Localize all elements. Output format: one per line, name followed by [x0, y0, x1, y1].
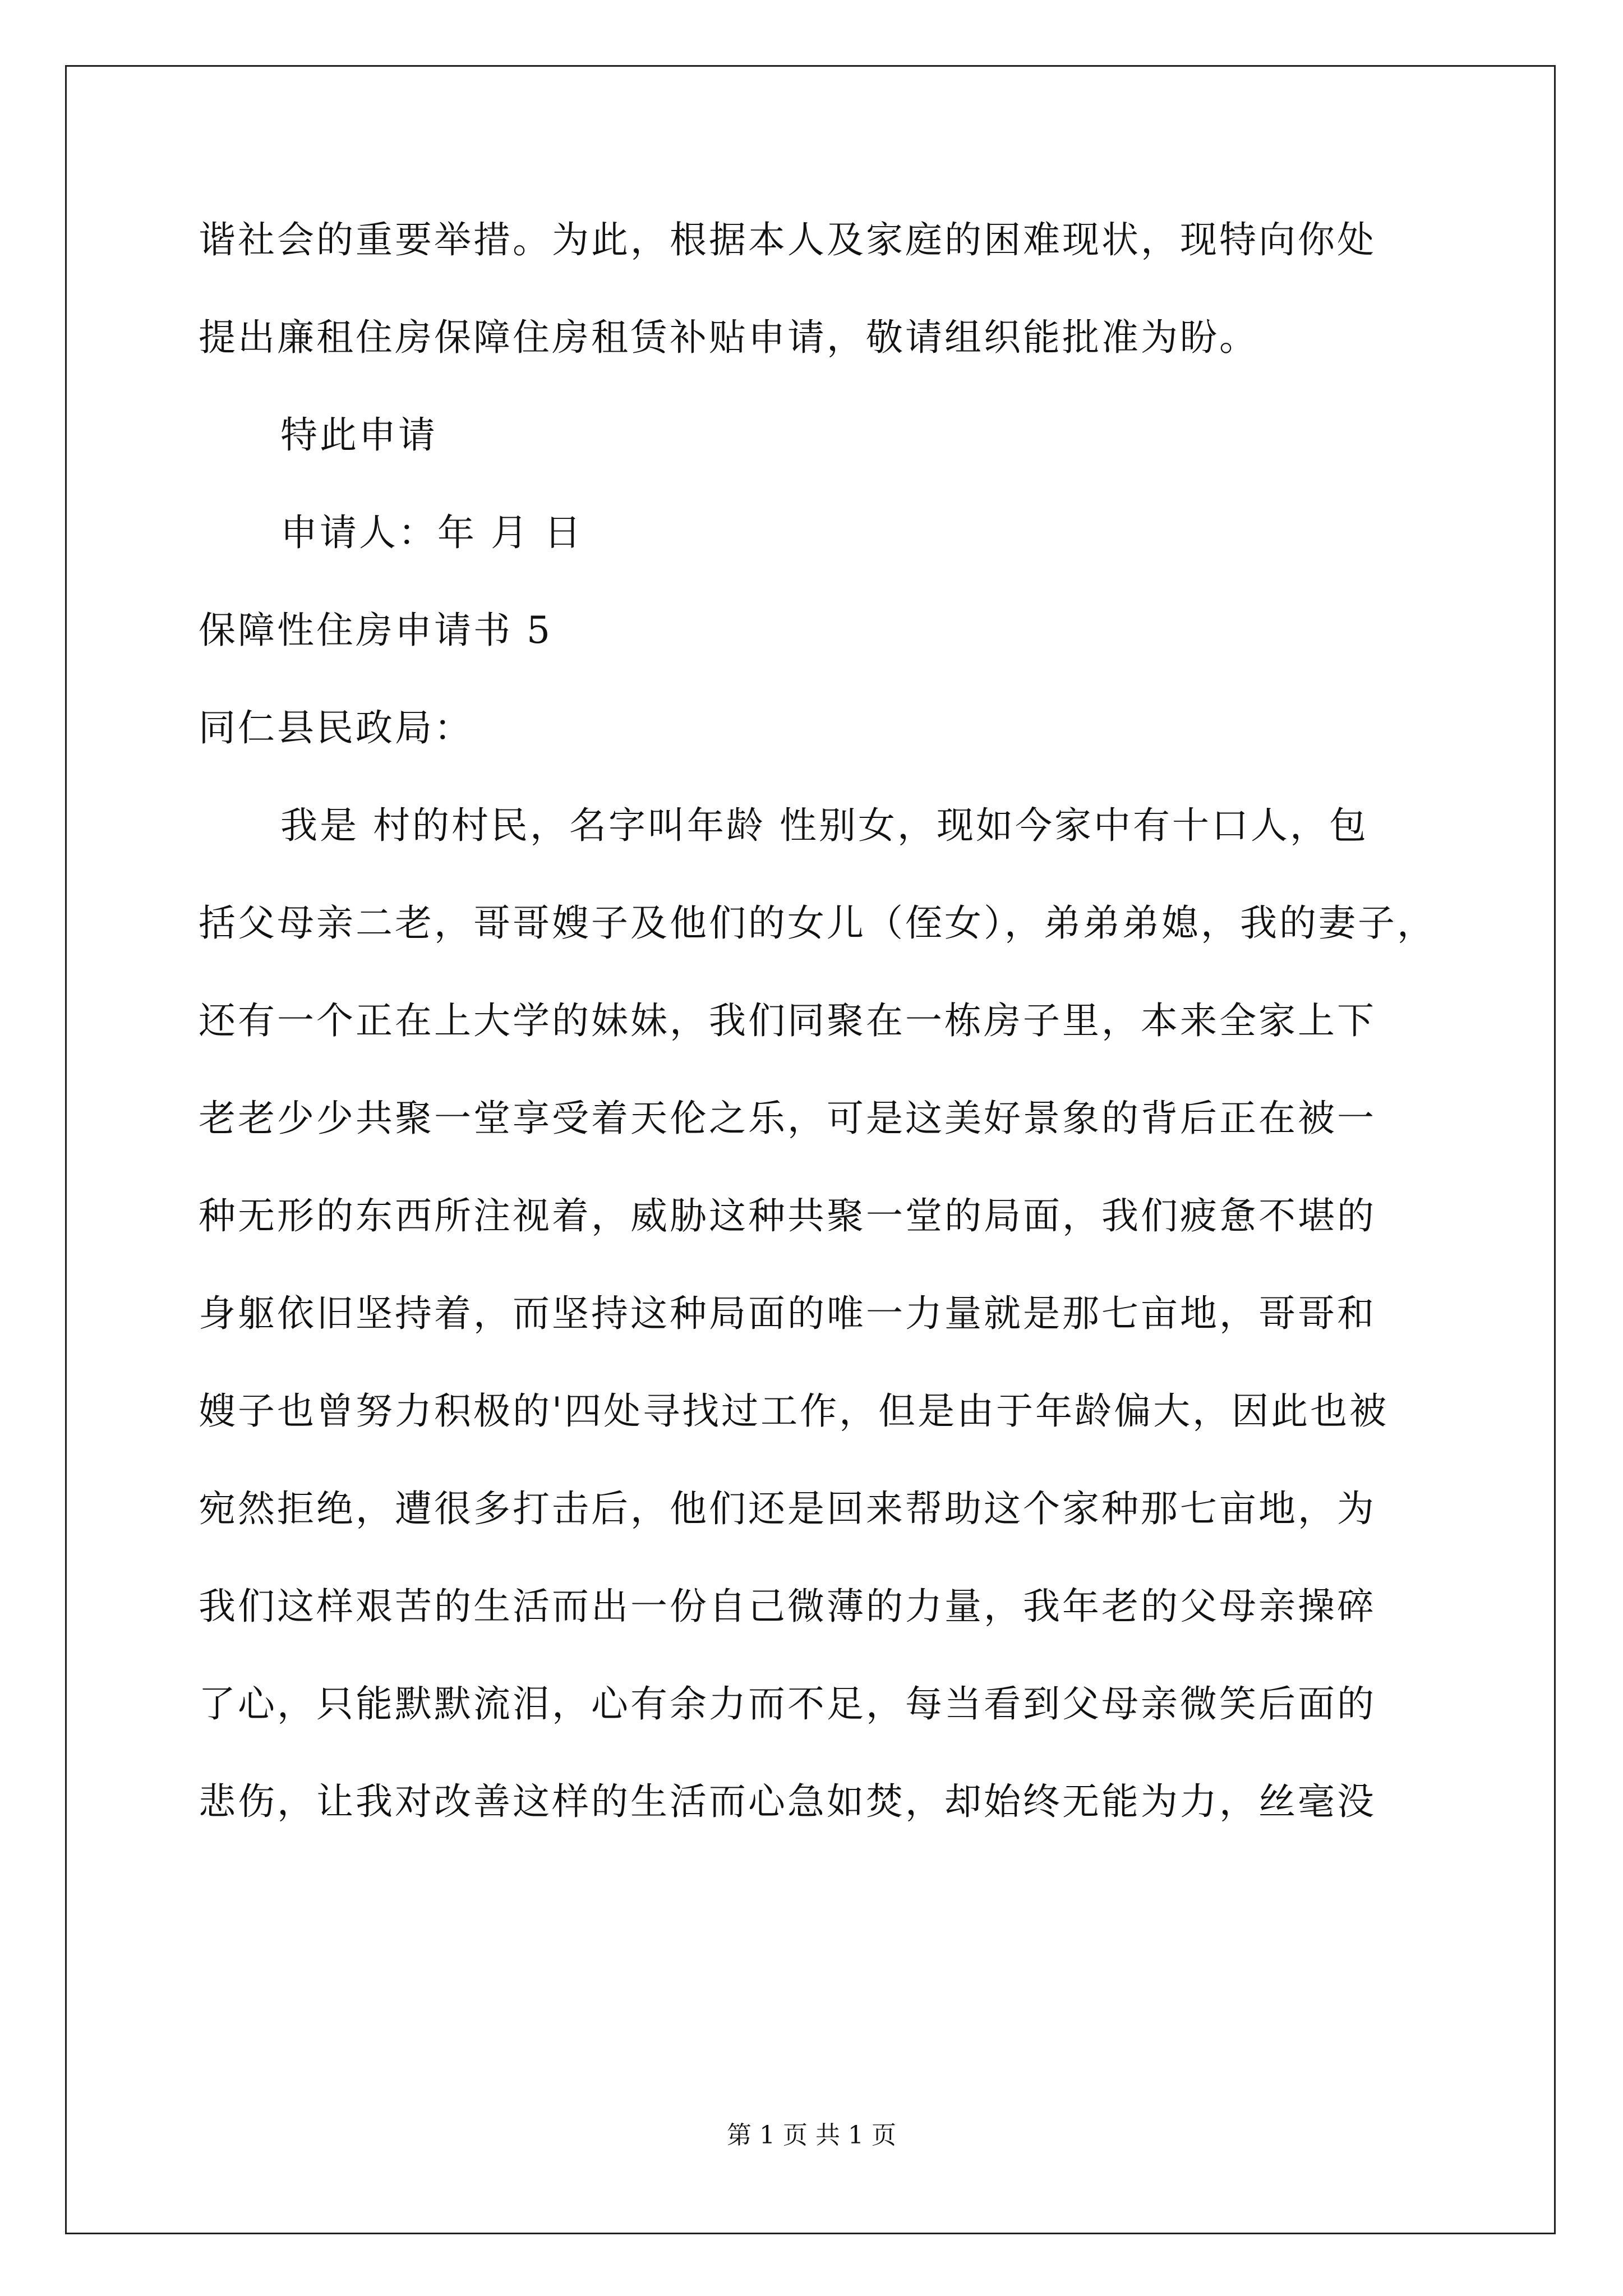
- body-line-11: 种无形的东西所注视着，威胁这种共聚一堂的局面，我们疲惫不堪的: [199, 1194, 1376, 1237]
- closing-phrase: 特此申请: [280, 413, 437, 457]
- body-line-10: 老老少少共聚一堂享受着天伦之乐，可是这美好景象的背后正在被一: [199, 1097, 1376, 1140]
- body-line-12: 身躯依旧坚持着，而坚持这种局面的唯一力量就是那七亩地，哥哥和: [199, 1292, 1376, 1335]
- body-line-14: 宛然拒绝，遭很多打击后，他们还是回来帮助这个家种那七亩地，为: [199, 1487, 1376, 1530]
- document-body: [199, 218, 1436, 1880]
- signature-date-line: 申请人：年 月 日: [280, 511, 583, 554]
- body-line-15: 我们这样艰苦的生活而出一份自己微薄的力量，我年老的父母亲操碎: [199, 1585, 1376, 1628]
- body-line-7: 我是 村的村民，名字叫年龄 性别女，现如今家中有十口人，包: [280, 804, 1368, 847]
- body-line-16: 了心，只能默默流泪，心有余力而不足，每当看到父母亲微笑后面的: [199, 1682, 1376, 1726]
- page-number-footer: 第 1 页 共 1 页: [727, 2121, 896, 2150]
- body-line-17: 悲伤，让我对改善这样的生活而心急如焚，却始终无能为力，丝毫没: [199, 1780, 1376, 1823]
- body-line-1: 谐社会的重要举措。为此，根据本人及家庭的困难现状，现特向你处: [199, 218, 1376, 261]
- body-line-8: 括父母亲二老，哥哥嫂子及他们的女儿（侄女），弟弟弟媳，我的妻子，: [199, 901, 1436, 945]
- body-line-13: 嫂子也曾努力积极的'四处寻找过工作，但是由于年龄偏大，因此也被: [199, 1389, 1389, 1433]
- body-line-9: 还有一个正在上大学的妹妹，我们同聚在一栋房子里，本来全家上下: [199, 999, 1376, 1042]
- section-title: 保障性住房申请书 5: [199, 609, 552, 652]
- body-line-2: 提出廉租住房保障住房租赁补贴申请，敬请组织能批准为盼。: [199, 316, 1258, 359]
- salutation: 同仁县民政局：: [199, 706, 473, 749]
